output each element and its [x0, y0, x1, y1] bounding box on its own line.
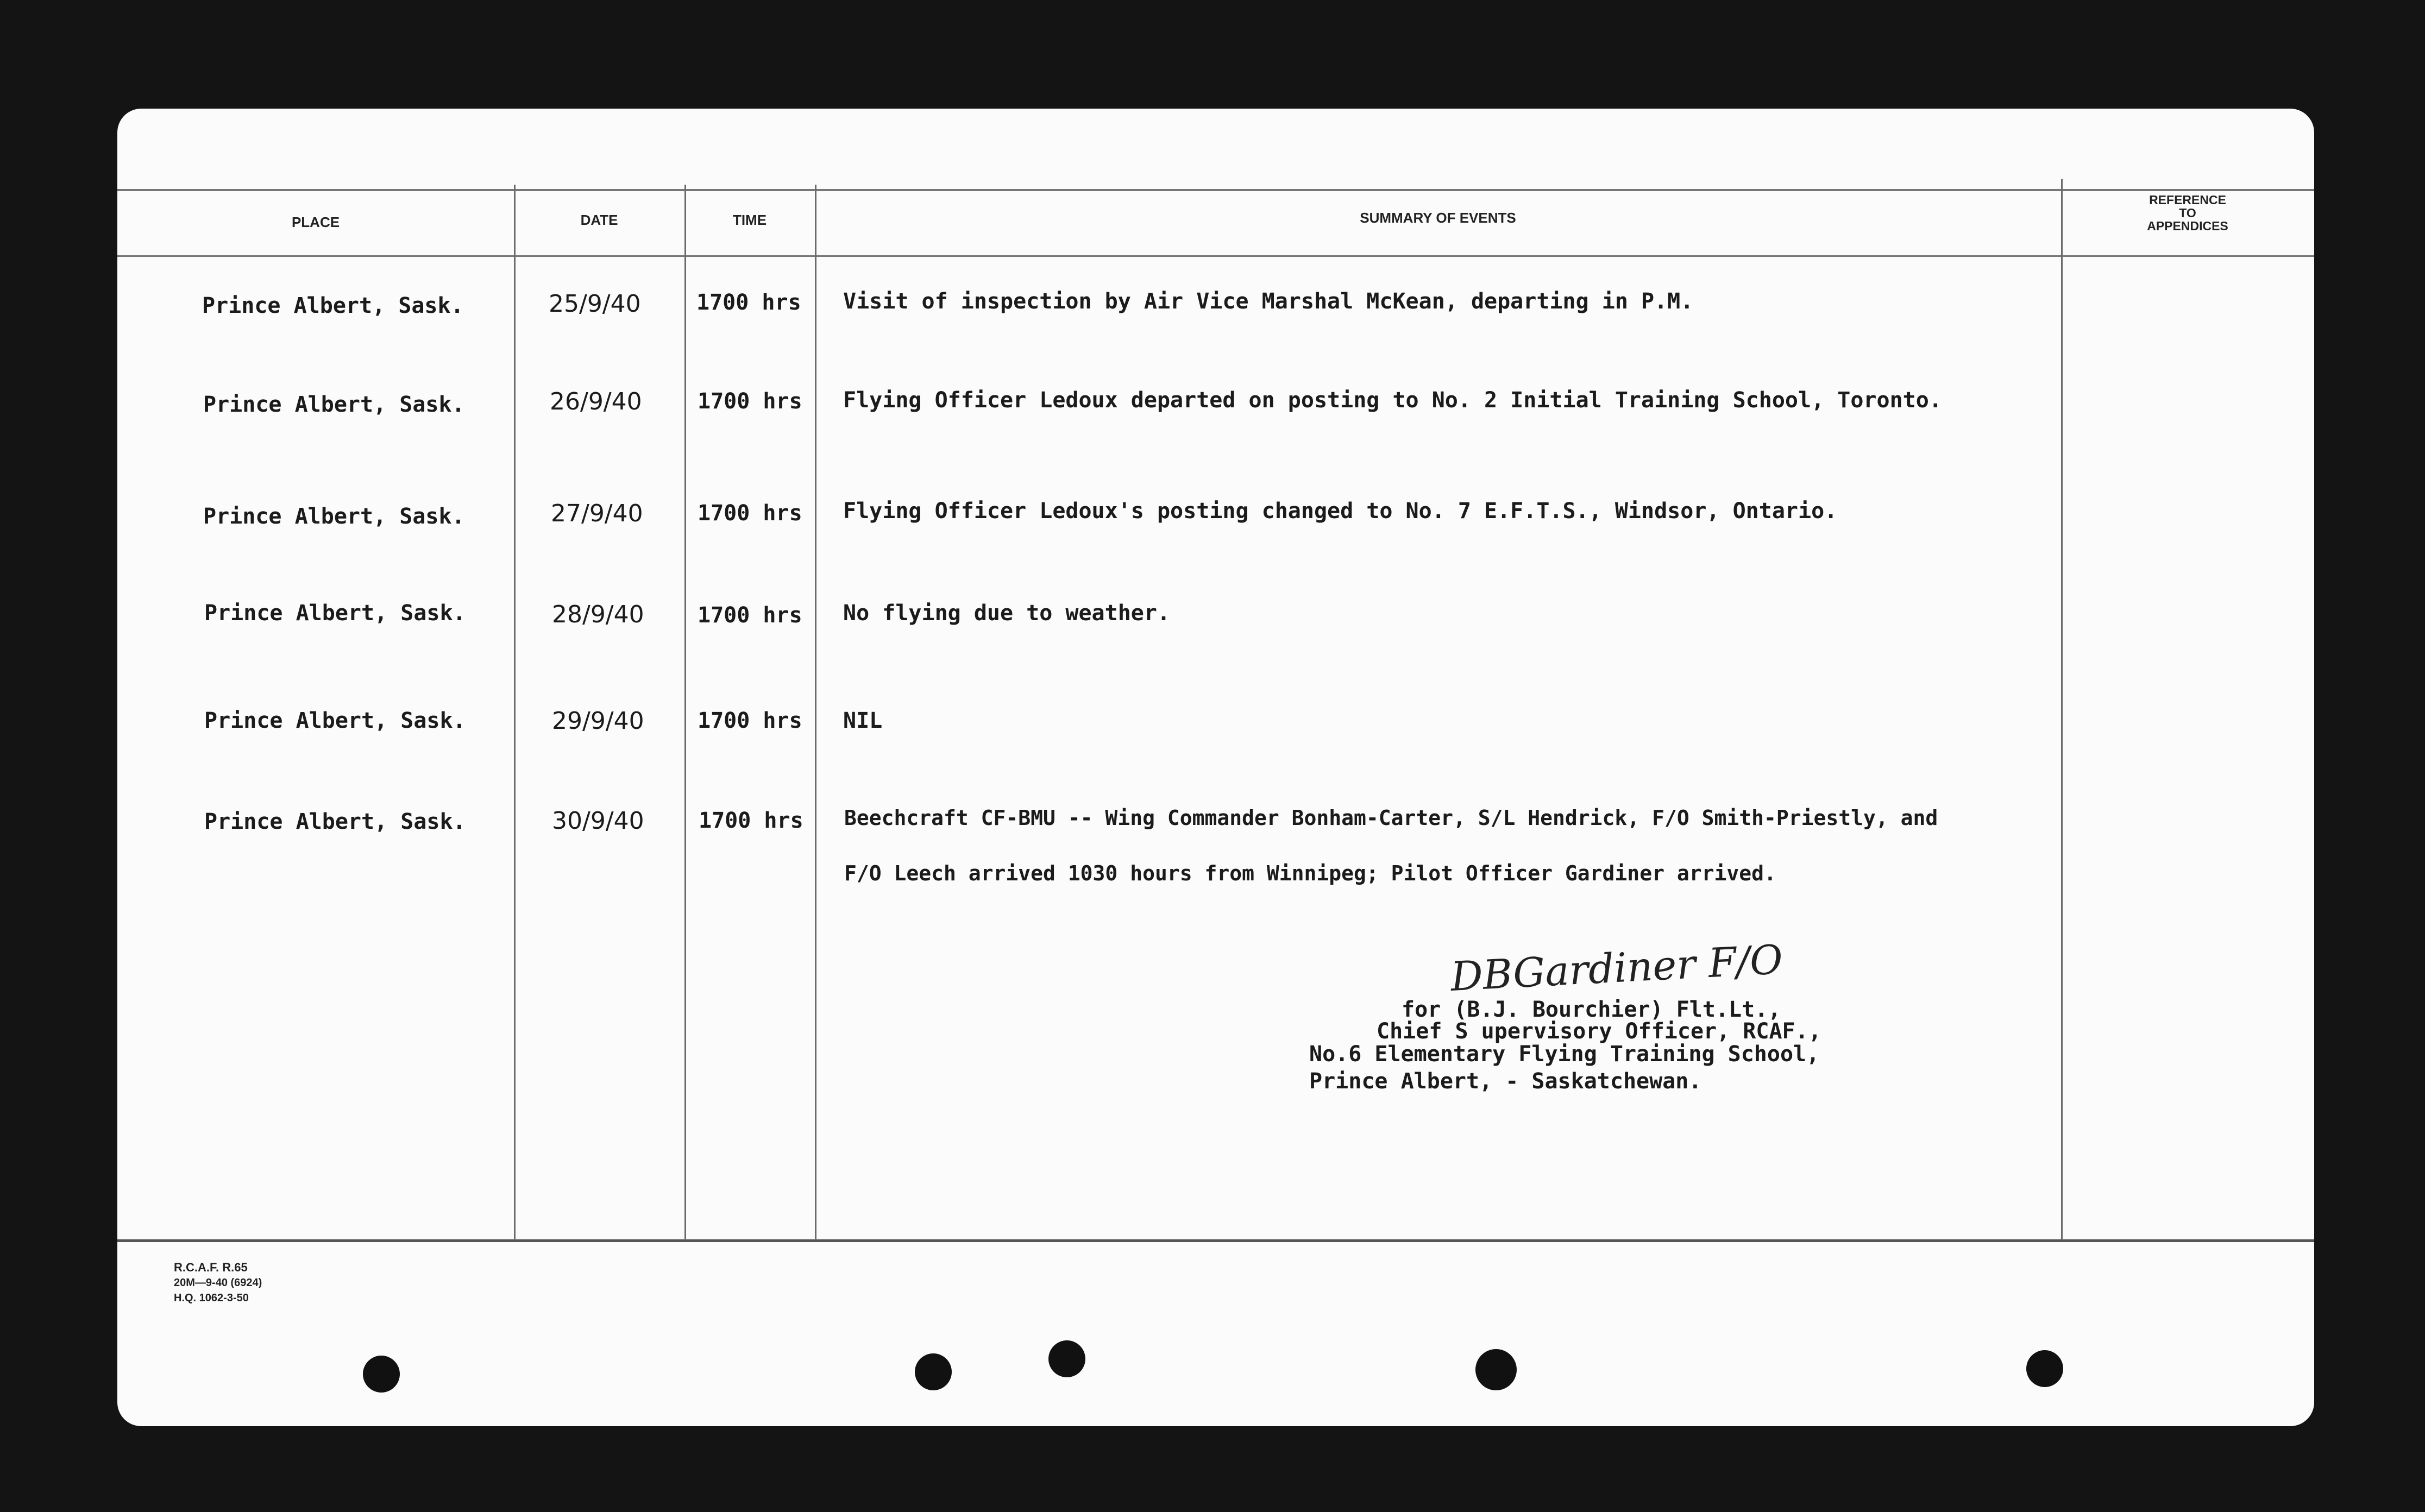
header-time: TIME: [732, 212, 767, 228]
entry-date: 29/9/40: [552, 707, 644, 735]
binder-hole: [1475, 1349, 1517, 1390]
signature-line: Chief S upervisory Officer, RCAF.,: [1377, 1019, 1821, 1044]
form-id-line: 20M—9-40 (6924): [174, 1277, 262, 1289]
entry-summary: Flying Officer Ledoux's posting changed to No. 7 E.F.T.S., Windsor, Ontario.: [843, 499, 1838, 524]
entry-time: 1700 hrs: [698, 389, 802, 414]
entry-time: 1700 hrs: [698, 501, 802, 526]
binder-hole: [915, 1353, 952, 1390]
entry-time: 1700 hrs: [699, 808, 803, 833]
binder-hole: [2026, 1350, 2063, 1387]
entry-place: Prince Albert, Sask.: [202, 293, 464, 318]
header-reference: REFERENCE TO APPENDICES: [2147, 193, 2228, 233]
entry-summary: No flying due to weather.: [843, 601, 1171, 626]
form-id-line: H.Q. 1062-3-50: [174, 1292, 249, 1304]
column-divider: [815, 185, 816, 1240]
form-number: [174, 1260, 262, 1306]
entry-time: 1700 hrs: [698, 603, 802, 628]
entry-place: Prince Albert, Sask.: [203, 392, 465, 417]
entry-date: 30/9/40: [552, 807, 644, 835]
top-rule: [117, 189, 2314, 191]
signature-line: No.6 Elementary Flying Training School,: [1309, 1042, 1820, 1067]
header-place: PLACE: [291, 214, 340, 230]
binder-hole: [363, 1356, 400, 1393]
entry-place: Prince Albert, Sask.: [204, 809, 466, 834]
column-divider: [514, 185, 516, 1240]
entry-place: Prince Albert, Sask.: [203, 504, 465, 529]
signature-line: for (B.J. Bourchier) Flt.Lt.,: [1402, 997, 1781, 1022]
entry-summary: Visit of inspection by Air Vice Marshal McKean, departing in P.M.: [843, 289, 1694, 314]
entry-summary-continued: F/O Leech arrived 1030 hours from Winnipeg; Pilot Officer Gardiner arrived.: [844, 861, 1776, 885]
entry-time: 1700 hrs: [698, 708, 802, 733]
entry-place: Prince Albert, Sask.: [204, 601, 466, 626]
entry-time: 1700 hrs: [696, 290, 801, 315]
entry-date: 25/9/40: [549, 290, 641, 318]
diary-page: [117, 109, 2314, 1426]
entry-date: 27/9/40: [551, 500, 643, 527]
entry-summary: NIL: [843, 708, 883, 733]
column-divider: [684, 185, 686, 1240]
form-id-line: R.C.A.F. R.65: [174, 1261, 248, 1274]
column-divider: [2061, 179, 2063, 1240]
signature-line: Prince Albert, - Saskatchewan.: [1309, 1069, 1702, 1094]
entry-place: Prince Albert, Sask.: [204, 708, 466, 733]
entry-date: 28/9/40: [552, 601, 644, 628]
binder-hole: [1048, 1340, 1085, 1377]
entry-date: 26/9/40: [550, 388, 642, 415]
footer-rule: [117, 1239, 2314, 1242]
header-summary: SUMMARY OF EVENTS: [1360, 210, 1516, 226]
entry-summary: Flying Officer Ledoux departed on posting to No. 2 Initial Training School, Toronto.: [843, 388, 1942, 413]
entry-summary: Beechcraft CF-BMU -- Wing Commander Bonham-Carter, S/L Hendrick, F/O Smith-Priestly, and: [844, 806, 1938, 830]
header-date: DATE: [580, 212, 618, 228]
header-bottom-rule: [117, 255, 2314, 257]
handwritten-signature: DBGardiner F/O: [1449, 936, 1784, 1000]
